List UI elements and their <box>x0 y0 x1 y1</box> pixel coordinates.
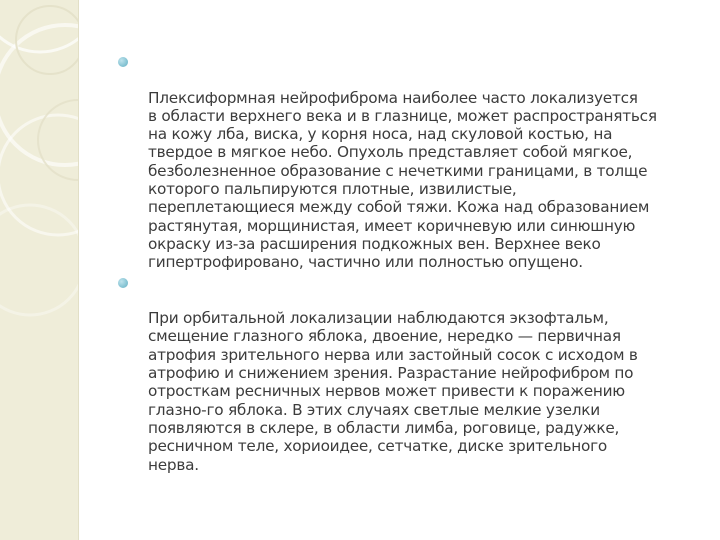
decorative-side-band <box>0 0 79 540</box>
slide-content <box>118 52 698 475</box>
decorative-circles <box>0 0 78 540</box>
bullet-dot-icon <box>118 278 128 288</box>
bullet-dot-icon <box>118 57 128 67</box>
bullet-text: Плексиформная нейрофиброма наиболее часто локализуется в области верхнего века и в глазнице, может распространяться на кожу лба, виска, у корня носа, над скуловой костью, на твердое в мягкое небо. Опухоль представляет собой мягкое, безболезненное образование с нечеткими границами, в толще которого пальпируются плотные, извилистые, переплетающиеся между собой тяжи. Кожа над образованием растянутая, морщинистая, имеет коричневую или синюшную окраску из-за расширения подкожных вен. Верхнее веко гипертрофировано, частично или полностью опущено. <box>148 88 657 272</box>
bullet-text: При орбитальной локализации наблюдаются экзофтальм, смещение глазного яблока, двоение, нередко — первичная атрофия зрительного нерва или застойный сосок с исходом в атрофию и снижением зрения. Разрастание нейрофибром по отросткам ресничных нервов может привести к поражению глазно-го яблока. В этих случаях светлые мелкие узелки появляются в склере, в области лимба, роговице, радужке, ресничном теле, хориоидее, сетчатке, диске зрительного нерва. <box>148 309 638 474</box>
bullet-item <box>118 273 698 474</box>
bullet-item <box>118 52 698 272</box>
